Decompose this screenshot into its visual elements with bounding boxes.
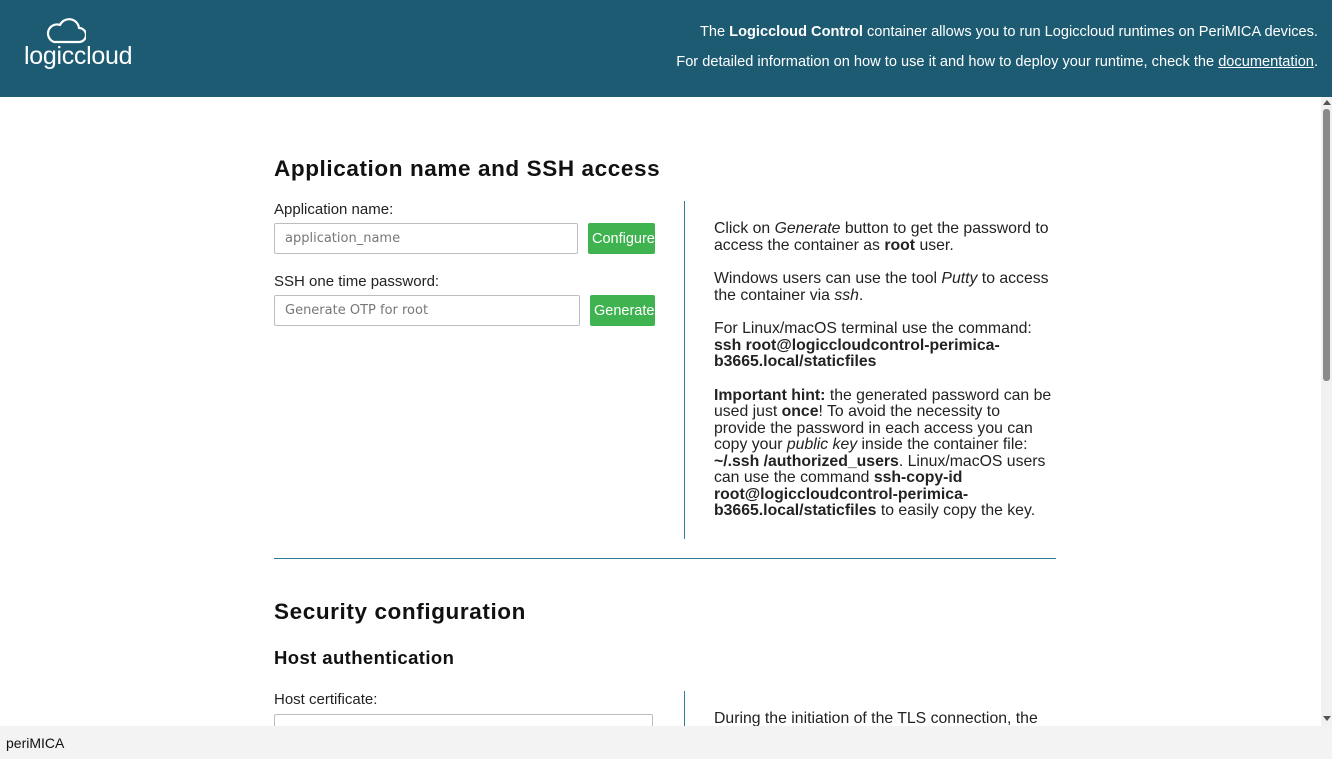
- help-path: ~/.ssh /authorized_users: [714, 452, 899, 470]
- footer-bar: [0, 726, 1332, 759]
- header-text: container allows you to run Logiccloud runtimes on PeriMICA devices.: [862, 24, 1318, 40]
- header-intro-line: [700, 24, 1318, 40]
- help-text: .: [858, 286, 864, 304]
- help-text: to access the container via: [714, 270, 1049, 304]
- documentation-link[interactable]: documentation: [1218, 54, 1314, 70]
- help-text: ! To avoid the necessity to provide the password in each access you can copy your: [714, 403, 1033, 453]
- help-emphasis: Generate: [774, 220, 841, 237]
- help-strong: Important hint:: [714, 386, 826, 404]
- help-command: ssh-copy-id root@logiccloudcontrol-perimica-b3665.local/staticfiles: [714, 469, 969, 519]
- header-text: The: [699, 24, 730, 40]
- help-paragraph-windows: [714, 271, 1054, 304]
- app-name-label: Application name:: [274, 201, 394, 218]
- configure-button[interactable]: Configure: [588, 223, 655, 254]
- help-paragraph-hint: [714, 388, 1054, 520]
- app-name-input[interactable]: [274, 223, 578, 254]
- header-product-name: Logiccloud Control: [729, 24, 863, 40]
- main-content: [0, 97, 1321, 726]
- help-strong: once: [781, 403, 819, 420]
- help-text: Windows users can use the tool: [714, 270, 942, 287]
- help-text: user.: [915, 236, 954, 254]
- help-text: . Linux/macOS users can use the command: [714, 452, 1046, 486]
- help-text: Click on: [714, 220, 775, 237]
- column-divider: [684, 691, 685, 726]
- generate-button[interactable]: Generate: [590, 295, 655, 326]
- help-text: For Linux/macOS terminal use the command:: [714, 320, 1032, 337]
- ssh-help-text: [714, 221, 1054, 537]
- help-paragraph-linux: [714, 321, 1054, 371]
- vertical-scrollbar[interactable]: [1321, 97, 1332, 726]
- host-certificate-input[interactable]: [274, 714, 653, 726]
- header-text: For detailed information on how to use it and how to deploy your runtime, check the: [676, 54, 1219, 70]
- help-text: to easily copy the key.: [876, 502, 1036, 519]
- help-text: button to get the password to access the container as: [714, 220, 1049, 254]
- logo-wordmark: logiccloud: [24, 42, 133, 70]
- header-text: .: [1313, 54, 1318, 70]
- help-strong: root: [884, 236, 916, 254]
- help-command: ssh root@logiccloudcontrol-perimica-b3665.local/staticfiles: [714, 336, 1000, 370]
- help-text: inside the container file:: [857, 436, 1028, 453]
- section-title-app: Application name and SSH access: [274, 156, 661, 181]
- top-banner: [0, 0, 1332, 97]
- section-divider: [274, 558, 1056, 559]
- help-emphasis: ssh: [834, 286, 859, 304]
- ssh-password-label: SSH one time password:: [274, 273, 440, 290]
- header-docs-line: [676, 54, 1318, 70]
- help-emphasis: Putty: [941, 270, 978, 287]
- footer-brand: periMICA: [6, 735, 65, 751]
- section-title-security: Security configuration: [274, 599, 526, 624]
- column-divider: [684, 201, 685, 539]
- help-paragraph-generate: [714, 221, 1054, 254]
- scrollbar-thumb[interactable]: [1323, 109, 1330, 381]
- scroll-down-arrow-icon[interactable]: [1323, 716, 1331, 721]
- scroll-up-arrow-icon[interactable]: [1323, 100, 1331, 105]
- host-auth-title: Host authentication: [274, 647, 455, 668]
- help-text: the generated password can be used just: [714, 386, 1052, 420]
- host-certificate-label: Host certificate:: [274, 691, 378, 708]
- cloud-icon: [46, 18, 86, 44]
- logiccloud-logo: [24, 18, 133, 74]
- tls-help-text: During the initiation of the TLS connection, the: [714, 710, 1038, 726]
- help-emphasis: public key: [786, 436, 858, 453]
- ssh-password-input[interactable]: [274, 295, 580, 326]
